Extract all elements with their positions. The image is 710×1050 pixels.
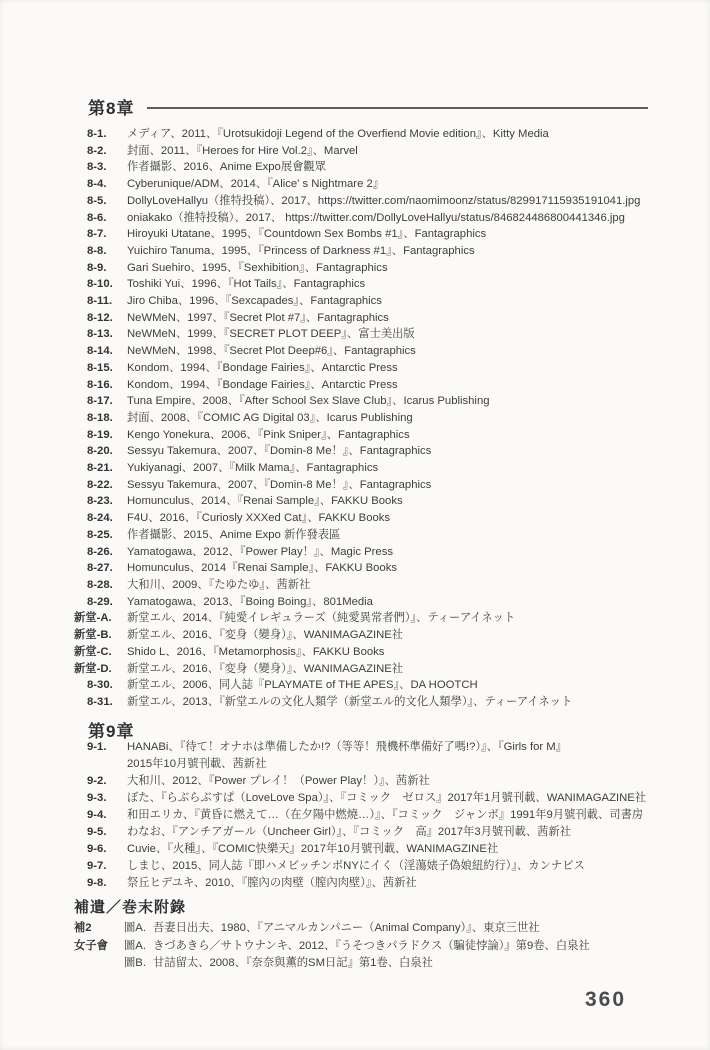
entry-number: 8-27. <box>87 562 113 575</box>
entry-text: メディア、2011、『Urotsukidoji Legend of the Overfiend Movie edition』、Kitty Media <box>127 128 549 140</box>
entry-number: 8-20. <box>87 445 113 458</box>
chapter-8-reference-list <box>74 126 648 711</box>
entry-text: 新堂エル、2016、『変身（變身）』、WANIMAGAZINE社 <box>127 629 404 642</box>
heading-rule <box>147 107 648 109</box>
entry-number: 8-9. <box>87 261 107 274</box>
entry-number: 8-6. <box>87 211 107 224</box>
chapter-9-title: 第9章 <box>88 722 135 741</box>
entry-number: 8-21. <box>87 462 113 475</box>
entry-text <box>127 824 571 841</box>
reference-entry <box>74 955 648 973</box>
entry-text <box>127 773 430 790</box>
entry-figure-label: 圖A. <box>124 922 146 934</box>
reference-entry <box>74 210 648 227</box>
reference-entry <box>74 739 648 773</box>
reference-entry <box>74 343 648 360</box>
entry-text-line1: Cuvie、『火種』、『COMIC快樂天』2017年10月號刊載、WANIMAGZINE社 <box>127 843 499 855</box>
entry-text: 作者攝影、2016、Anime Expo展會觀眾 <box>127 161 327 174</box>
entry-number: 8-26. <box>87 545 113 558</box>
entry-text: 吾妻日出夫、1980、『アニマルカンパニー（Animal Company）』、東京三世社 <box>153 922 540 934</box>
entry-number: 8-29. <box>87 595 113 608</box>
entry-text-line1: HANABi、『待て！オナホは準備したか!?（等等！飛機杯準備好了嗎!?）』、『Girls for M』 <box>127 741 567 753</box>
entry-text: 新堂エル、2016、『変身（變身）』、WANIMAGAZINE社 <box>127 662 404 675</box>
entry-text: Homunculus、2014『Renai Sample』、FAKKU Books <box>127 562 397 575</box>
reference-entry <box>74 527 648 544</box>
entry-text: DollyLoveHallyu（推特投稿）、2017、https://twitter.com/naomimoonz/status/829917115935191041.jpg <box>127 194 641 207</box>
reference-entry <box>74 460 648 477</box>
entry-number: 9-2. <box>87 775 107 787</box>
entry-text: Yamatogawa、2012、『Power Play！』、Magic Press <box>127 545 393 558</box>
entry-text: Yamatogawa、2013、『Boing Boing』、801Media <box>127 595 373 608</box>
reference-entry <box>74 377 648 394</box>
entry-number: 8-31. <box>87 695 113 708</box>
reference-entry <box>74 310 648 327</box>
appendix-reference-list <box>74 920 648 973</box>
reference-entry <box>74 477 648 494</box>
entry-text: 新堂エル、2006、同人誌『PLAYMATE of THE APES』、DA HOOTCH <box>127 679 478 692</box>
entry-number: 8-5. <box>87 194 107 207</box>
reference-entry <box>74 577 648 594</box>
entry-number: 8-30. <box>87 679 113 692</box>
entry-number: 8-10. <box>87 278 113 291</box>
reference-entry <box>74 126 648 143</box>
entry-text: Homunculus、2014、『Renai Sample』、FAKKU Books <box>127 495 403 508</box>
chapter-9-reference-list <box>74 739 648 892</box>
chapter-8-heading <box>74 94 648 119</box>
entry-text: 新堂エル、2013、『新堂エルの文化人類学（新堂エル的文化人類學）』、ティーアイネット <box>127 695 573 708</box>
entry-number: 8-16. <box>87 378 113 391</box>
entry-number: 8-3. <box>87 161 107 174</box>
reference-entry <box>74 360 648 377</box>
entry-number: 8-23. <box>87 495 113 508</box>
entry-text-line1: しまじ、2015、同人誌『即ハメビッチンポNYにイく（淫蕩婊子偽娘紐約行）』、カンナビス <box>127 860 585 872</box>
entry-text <box>127 790 646 807</box>
entry-text: oniakako（推特投稿）、2017、 https://twitter.com/DollyLoveHallyu/status/846824486800441346.jpg <box>127 211 625 224</box>
entry-number: 8-11. <box>87 295 113 308</box>
entry-text: NeWMeN、1999、『SECRET PLOT DEEP』、富士美出版 <box>127 328 415 341</box>
reference-entry <box>74 326 648 343</box>
entry-group-label: 補2 <box>74 922 92 934</box>
reference-entry <box>74 841 648 858</box>
entry-text: F4U、2016、『Curiosly XXXed Cat』、FAKKU Books <box>127 512 391 525</box>
entry-number: 9-3. <box>87 792 107 804</box>
entry-figure-label: 圖A. <box>124 939 146 952</box>
reference-entry <box>74 293 648 310</box>
entry-text <box>127 841 498 858</box>
entry-text-line2: 2015年10月號刊載、茜新社 <box>127 758 267 770</box>
reference-entry <box>74 443 648 460</box>
entry-text: Gari Suehiro、1995、『Sexhibition』、Fantagraphics <box>127 261 388 274</box>
reference-entry <box>74 176 648 193</box>
entry-number: 8-25. <box>87 528 113 541</box>
entry-text: Shido L、2016、『Metamorphosis』、FAKKU Books <box>127 645 385 658</box>
entry-number: 9-1. <box>87 741 107 753</box>
entry-text: 甘詰留太、2008、『奈奈與薫的SM日記』第1卷、白泉社 <box>153 957 433 969</box>
reference-entry <box>74 510 648 527</box>
entry-text: Tuna Empire、2008、『After School Sex Slave Club』、Icarus Publishing <box>127 395 490 408</box>
entry-text: NeWMeN、1997、『Secret Plot #7』、Fantagraphics <box>127 311 389 324</box>
entry-text: Yukiyanagi、2007、『Milk Mama』、Fantagraphics <box>127 462 379 475</box>
reference-entry <box>74 875 648 892</box>
entry-number: 新堂-B. <box>74 629 112 642</box>
appendix-title: 補遺／巻末附錄 <box>74 899 187 916</box>
entry-text: 作者攝影、2015、Anime Expo 新作發表區 <box>127 528 341 541</box>
reference-entry <box>74 677 648 694</box>
entry-number: 8-14. <box>87 345 113 358</box>
reference-entry <box>74 790 648 807</box>
entry-group-label: 女子會 <box>74 939 108 952</box>
entry-text: Sessyu Takemura、2007、『Domin-8 Me！』、Fantagraphics <box>127 478 432 491</box>
reference-entry <box>74 243 648 260</box>
reference-entry <box>74 544 648 561</box>
reference-entry <box>74 226 648 243</box>
reference-entry <box>74 773 648 790</box>
entry-number: 9-4. <box>87 809 107 821</box>
reference-entry <box>74 920 648 938</box>
reference-entry <box>74 493 648 510</box>
entry-text-line1: ぼた、『らぶらぶすぱ（LoveLove Spa）』、『コミック ゼロス』2017年1月號刊載、WANIMAGAZINE社 <box>127 792 647 804</box>
entry-number: 8-7. <box>87 228 107 241</box>
entry-text-line1: 和田エリカ、『黄昏に燃えて…（在夕陽中燃燒…）』、『コミック ジャンボ』1991年9月號刊載、司書房 <box>127 809 644 821</box>
entry-number: 8-19. <box>87 428 113 441</box>
entry-number: 新堂-C. <box>74 645 112 658</box>
entry-text: NeWMeN、1998、『Secret Plot Deep#6』、Fantagraphics <box>127 345 416 358</box>
reference-entry <box>74 807 648 824</box>
entry-text: Kondom、1994、『Bondage Fairies』、Antarctic Press <box>127 361 398 374</box>
entry-number: 8-18. <box>87 411 113 424</box>
entry-number: 9-7. <box>87 860 107 872</box>
reference-entry <box>74 661 648 678</box>
entry-text <box>127 875 417 892</box>
page-number: 360 <box>585 988 627 1011</box>
entry-text: Toshiki Yui、1996、『Hot Tails』、Fantagraphics <box>127 278 366 291</box>
entry-text <box>127 807 643 824</box>
entry-text: Yuichiro Tanuma、1995、『Princess of Darkness #1』、Fantagraphics <box>127 244 475 257</box>
entry-number: 8-15. <box>87 361 113 374</box>
entry-text: 大和川、2009、『たゆたゆ』、茜新社 <box>127 578 311 591</box>
reference-entry <box>74 410 648 427</box>
reference-entry <box>74 627 648 644</box>
entry-text: Sessyu Takemura、2007、『Domin-8 Me！』、Fantagraphics <box>127 445 432 458</box>
entry-number: 8-1. <box>87 128 107 140</box>
entry-text <box>127 739 567 773</box>
entry-number: 8-2. <box>87 144 107 157</box>
reference-entry <box>74 193 648 210</box>
entry-text: Kondom、1994、『Bondage Fairies』、Antarctic Press <box>127 378 398 391</box>
entry-number: 新堂-D. <box>74 662 112 675</box>
reference-entry <box>74 644 648 661</box>
entry-number: 9-5. <box>87 826 107 838</box>
entry-number: 8-24. <box>87 512 113 525</box>
reference-entry <box>74 159 648 176</box>
reference-entry <box>74 858 648 875</box>
entry-text: Jiro Chiba、1996、『Sexcapades』、Fantagraphics <box>127 295 382 308</box>
entry-number: 新堂-A. <box>74 612 112 625</box>
entry-text: きづあきら／サトウナンキ、2012、『うそつきパラドクス（騙徒悖論）』第9卷、白泉社 <box>153 939 590 952</box>
reference-entry <box>74 143 648 160</box>
reference-entry <box>74 938 648 956</box>
entry-figure-label: 圖B. <box>124 957 146 969</box>
reference-entry <box>74 560 648 577</box>
entry-number: 8-22. <box>87 478 113 491</box>
chapter-8-section <box>74 94 648 119</box>
reference-entry <box>74 427 648 444</box>
entry-number: 8-4. <box>87 178 107 191</box>
entry-number: 8-28. <box>87 578 113 591</box>
entry-number: 9-8. <box>87 877 107 889</box>
entry-text <box>127 858 585 875</box>
entry-text: Cyberunique/ADM、2014、『Alice' s Nightmare 2』 <box>127 178 385 191</box>
chapter-8-title: 第8章 <box>88 99 135 118</box>
entry-number: 8-12. <box>87 311 113 324</box>
entry-text: Hiroyuki Utatane、1995、『Countdown Sex Bombs #1』、Fantagraphics <box>127 228 487 241</box>
entry-text-line1: 大和川、2012、『Power プレイ！（Power Play！）』、茜新社 <box>127 775 430 787</box>
entry-text: 新堂エル、2014、『純愛イレギュラーズ（純愛異常者們）』、ティーアイネット <box>127 612 516 625</box>
entry-text-line1: 祭丘ヒデユキ、2010、『膣內の肉壁（膣內肉壁）』、茜新社 <box>127 877 417 889</box>
reference-entry <box>74 260 648 277</box>
entry-text: Kengo Yonekura、2006、『Pink Sniper』、Fantagraphics <box>127 428 410 441</box>
reference-entry <box>74 694 648 711</box>
entry-text: 封面、2011、『Heroes for Hire Vol.2』、Marvel <box>127 144 358 157</box>
entry-number: 8-17. <box>87 395 113 408</box>
appendix-section <box>74 896 648 917</box>
entry-number: 9-6. <box>87 843 107 855</box>
reference-entry <box>74 824 648 841</box>
entry-number: 8-8. <box>87 244 107 257</box>
reference-entry <box>74 276 648 293</box>
entry-text-line1: わなお、『アンチアガール（Uncheer Girl）』、『コミック 高』2017年3月號刊載、茜新社 <box>127 826 572 838</box>
reference-entry <box>74 393 648 410</box>
entry-number: 8-13. <box>87 328 113 341</box>
reference-entry <box>74 610 648 627</box>
reference-entry <box>74 594 648 611</box>
entry-text: 封面、2008、『COMIC AG Digital 03』、Icarus Publishing <box>127 411 413 424</box>
